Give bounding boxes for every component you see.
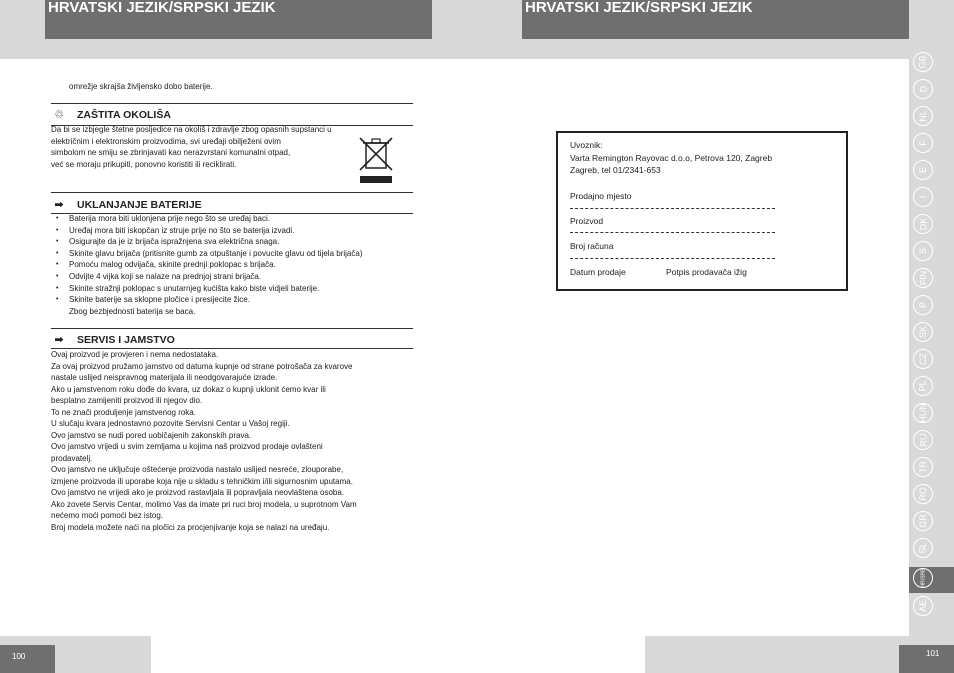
language-code: CZ [918,353,928,365]
text-line: Za ovaj proizvod pružamo jamstvo od datuma kupnje od strane potrošača za kvarove [51,361,353,371]
list-item: • Skinite glavu brijača (pritisnite gumb za otpuštanje i povucite glavu od tijela brijača) [56,248,363,260]
language-tab[interactable] [913,295,933,315]
product-label: Proizvod [570,216,604,226]
text-line: Da bi se izbjegle štetne posljedice na okoliš i zdravlje zbog opasnih supstanci u [51,125,332,134]
language-tab[interactable] [913,484,933,504]
importer-address: Varta Remington Rayovac d.o.o, Petrova 120, Zagreb [570,153,773,163]
language-code: AE [917,599,928,613]
language-code: DK [917,217,928,231]
section-heading-removal [51,198,202,211]
text-line: električnim i elektronskim proizvodima, svi uređaji obilježeni ovim [51,136,281,146]
text-line: već se moraju prikupiti, ponovno koristiti ili reciklirati. [51,159,237,169]
language-tab[interactable] [913,79,933,99]
language-tab[interactable] [913,376,933,396]
text-line: besplatno zamijeniti proizvod ili njegov dio. [51,396,203,405]
language-tab[interactable] [913,568,933,588]
text-line: Broj modela možete naći na pločici za procjenjivanje koja se nalazi na uređaju. [51,522,330,532]
list-note: Zbog bezbjednosti baterija se baca. [69,306,196,316]
language-tab[interactable] [913,349,933,369]
warranty-card [556,131,848,291]
page-title-left: HRVATSKI JEZIK/SRPSKI JEZIK [45,0,432,39]
list-item: • Baterija mora biti uklonjena prije nego što se uređaj baci. [56,213,363,225]
language-tab[interactable] [913,511,933,531]
language-tab[interactable] [913,52,933,72]
language-tab[interactable] [913,430,933,450]
section-heading-environment [51,108,171,121]
text-line: nastale uslijed neispravnog materijala ili neodgovarajuće izrade. [51,373,278,382]
section-heading-service [51,333,175,346]
section-title: ZAŠTITA OKOLIŠA [77,108,171,121]
sale-date-label: Datum prodaje [570,267,626,277]
sale-place-label: Prodajno mjesto [570,191,632,201]
language-tab[interactable] [913,538,933,558]
list-item: • Pomoću malog odvijača, skinite prednji poklopac s brijača. [56,259,363,271]
invoice-line [570,258,775,259]
product-line [570,232,775,233]
recycle-icon: ♲ [54,109,64,121]
language-tab[interactable] [913,214,933,234]
language-code: F [918,140,928,146]
removal-list [56,213,363,317]
list-item: • Osigurajte da je iz brijača ispražnjena sva električna snaga. [56,236,363,248]
language-tab[interactable] [913,457,933,477]
language-code: I [917,195,928,199]
language-code: HR/SRB [920,568,926,588]
sale-place-line [570,208,775,209]
text-line: Ovo jamstvo ne uključuje oštećenje proizvoda nastalo uslijed nesreće, zlouporabe, [51,465,344,474]
text-line: prodavatelj. [51,453,93,463]
text-line: Ovo jamstvo se nudi pored uobičajenih zakonskih prava. [51,430,252,440]
language-code: SL [917,542,928,554]
language-code: NL [917,110,928,122]
text-line: Ovaj proizvod je provjeren i nema nedostataka. [51,350,219,359]
language-tab[interactable] [913,160,933,180]
signature-label: Potpis prodavača ižig [666,267,747,277]
page-number-right: 101 [899,645,954,673]
language-code: P [917,301,928,309]
language-code: RO [918,487,928,501]
language-code: RU [918,433,928,447]
language-tab[interactable] [913,187,933,207]
list-item: • Skinite baterije sa sklopne pločice i presijecite žice. [56,294,363,306]
language-tab[interactable] [913,133,933,153]
invoice-label: Broj računa [570,241,614,251]
arrow-right-icon: ➡ [54,199,64,211]
text-line: Ako u jamstvenom roku dođe do kvara, uz dokaz o kupnji uklonit ćemo kvar ili [51,384,326,394]
language-code: TR [918,461,928,473]
importer-label: Uvoznik: [570,140,603,150]
language-code: PL [917,380,928,392]
language-code: S [917,247,928,255]
text-line: izmjene proizvoda ili uporabe koja nije u skladu s tehničkim i/ili sigurnosnim uputama. [51,476,353,486]
language-code: E [917,166,928,174]
list-item: • Odvijte 4 vijka koji se nalaze na prednjoj strani brijača. [56,271,363,283]
language-tab[interactable] [913,403,933,423]
list-item: • Uređaj mora biti iskopčan iz struje prije no što se baterija izvadi. [56,225,363,237]
language-code: D [918,85,928,93]
language-tab[interactable] [913,268,933,288]
language-tab[interactable] [913,596,933,616]
section-title: SERVIS I JAMSTVO [77,333,175,346]
text-line: Ako zovete Servis Centar, molimo Vas da imate pri ruci broj modela, u suprotnom Vam [51,499,357,509]
list-item: • Skinite stražnji poklopac s unutarnjeg kućišta kako biste vidjeli baterije. [56,283,363,295]
section-divider [51,328,413,329]
section-divider [51,192,413,193]
text-line: simbolom ne smiju se zbrinjavati kao nerazvrstani komunalni otpad, [51,148,291,157]
importer-phone: Zagreb, tel 01/2341-653 [570,165,661,175]
text-line: Ovo jamstvo vrijedi u svim zemljama u kojima naš proizvod prodaje ovlašteni [51,442,323,451]
language-code: HUN [918,403,928,423]
crossed-bin-icon [357,136,395,186]
text-line: U slučaju kvara jednostavno pozovite Servisni Centar u Vašoj regiji. [51,419,290,428]
arrow-right-icon: ➡ [54,334,64,346]
environment-text [51,124,332,170]
language-tab[interactable] [913,106,933,126]
page-number-left: 100 [0,645,55,673]
language-code: FIN [918,270,928,286]
section-title: UKLANJANJE BATERIJE [77,198,202,211]
text-line: nećemo moći pomoći bez istog. [51,511,164,520]
page-title-right: HRVATSKI JEZIK/SRPSKI JEZIK [522,0,909,39]
language-code: GB [917,55,928,69]
language-code: GR [918,514,928,528]
text-line: To ne znači produljenje jamstvenog roka. [51,407,196,417]
language-tab[interactable] [913,322,933,342]
intro-line: omrežje skrajša življensko dobo baterije. [69,82,213,91]
language-code: SK [917,325,928,339]
service-text [51,349,357,533]
text-line: Ovo jamstvo ne vrijedi ako je proizvod rastavljala ili popravljala neovlaštena osoba. [51,488,345,497]
language-tab[interactable] [913,241,933,261]
section-divider [51,103,413,104]
